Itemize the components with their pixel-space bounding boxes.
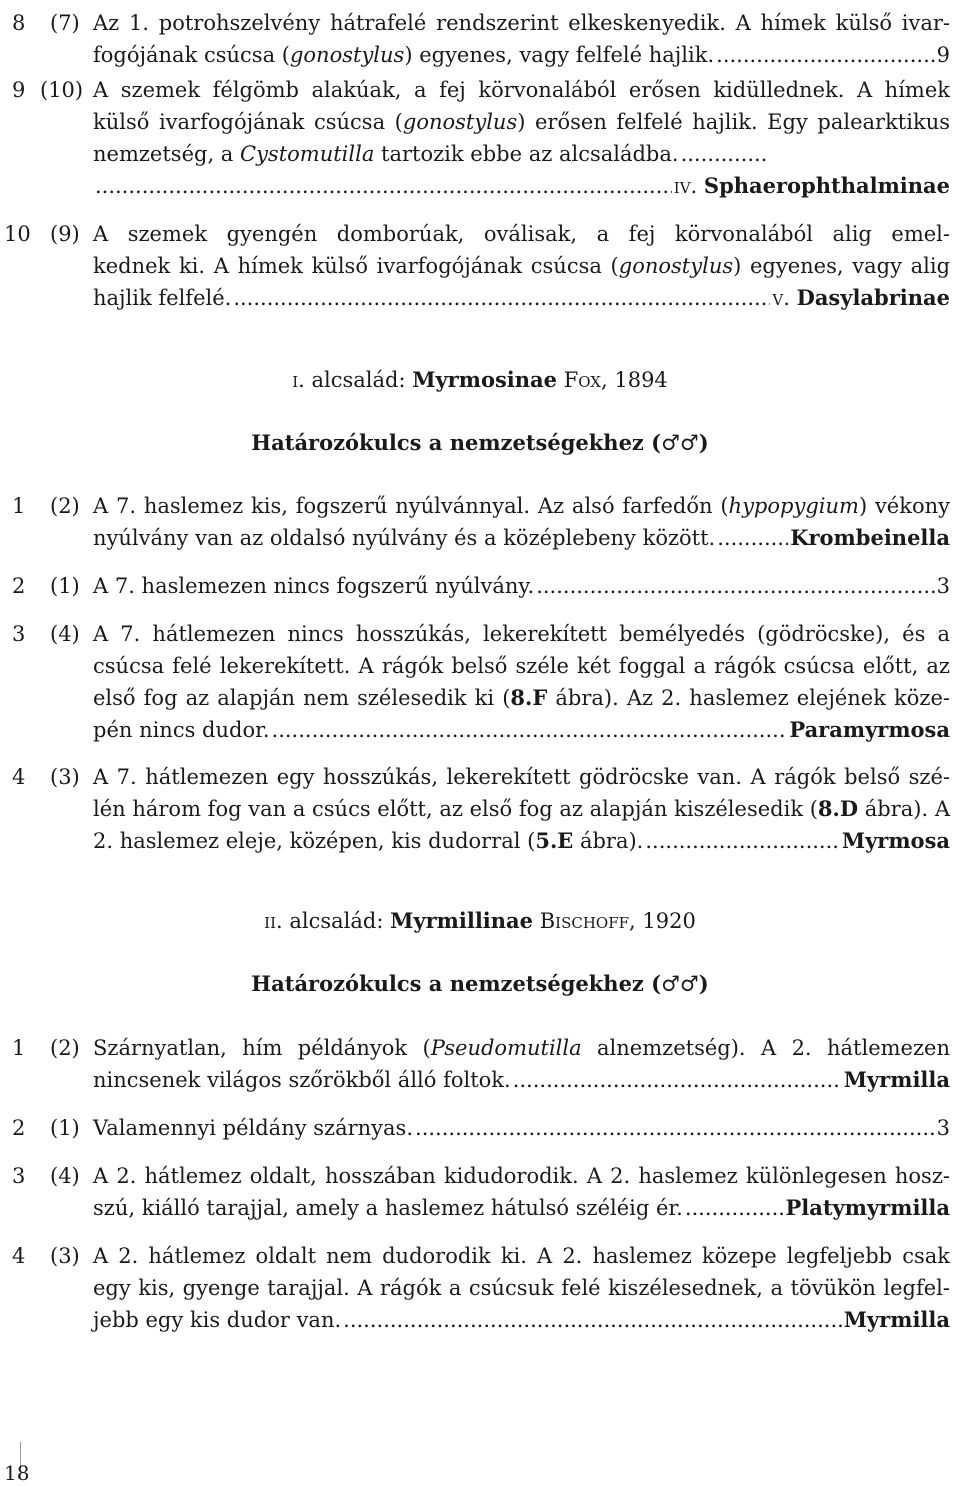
subfamily-heading: ii. alcsalád: Myrmillinae Bischoff, 1920 bbox=[264, 908, 696, 933]
entry-line: egy kis, gyenge tarajjal. A rágók a csúcsuk felé kiszélesednek, a tövükön legfel- bbox=[93, 1276, 950, 1300]
entry-line: Az 1. potrohszelvény hátrafelé rendszerint elkeskenyedik. A hímek külső ivar- bbox=[93, 11, 950, 35]
entry-line: nincsenek világos szőrökből álló foltok. ..... Myrmilla bbox=[93, 1064, 950, 1096]
entry-line: jebb egy kis dudor van. ..... Myrmilla bbox=[93, 1304, 950, 1336]
key-entry-2: 2 (1) Valamennyi példány szárnyas. ..... 3 bbox=[0, 1112, 950, 1144]
target-taxon: Myrmosa bbox=[841, 828, 950, 853]
target-taxon: Dasylabrinae bbox=[796, 285, 950, 310]
entry-line: A 2. hátlemez oldalt, hosszában kidudorodik. A 2. haslemez különlegesen hosz- bbox=[93, 1164, 950, 1188]
key-entry-4: 4 (3) A 7. hátlemezen egy hosszúkás, lekerekített gödröcske van. A rágók belső szé- lén három fog van a csúcs előtt, az első fog az alapján kiszélesedik (8.D ábra). A 2. haslemez eleje, középen, kis dudorral (5.E ábra). ..... Myrmosa bbox=[0, 761, 950, 857]
entry-ref: (7) bbox=[50, 11, 80, 35]
entry-line: A 7. hátlemezen nincs hosszúkás, lekerekített bemélyedés (gödröcske), és a bbox=[93, 622, 950, 646]
author: Fox bbox=[563, 368, 601, 392]
entry-line bbox=[93, 170, 950, 202]
target-taxon: Platymyrmilla bbox=[785, 1195, 950, 1220]
target-couplet: 3 bbox=[936, 574, 950, 598]
key-entry-8 bbox=[0, 7, 950, 71]
entry-line: lén három fog van a csúcs előtt, az első fog az alapján kiszélesedik (8.D ábra). A bbox=[93, 796, 950, 821]
key-entry-1: 1 (2) Szárnyatlan, hím példányok (Pseudomutilla alnemzetség). A 2. hátlemezen nincsenek világos szőrökből álló foltok. ..... Myrmilla bbox=[0, 1032, 950, 1096]
entry-line: első fog az alapján nem szélesedik ki (8.F ábra). Az 2. haslemez elejének köze- bbox=[93, 685, 950, 710]
key-entry-4: 4 (3) A 2. hátlemez oldalt nem dudorodik ki. A 2. haslemez közepe legfeljebb csak egy kis, gyenge tarajjal. A rágók a csúcsuk felé kiszélesednek, a tövükön legfel- jebb egy kis dudor van. ..... Myrmilla bbox=[0, 1240, 950, 1336]
entry-number: 10 bbox=[4, 222, 31, 246]
entry-number: 8 bbox=[12, 11, 26, 35]
entry-line: A 7. haslemezen nincs fogszerű nyúlvány. ..... 3 bbox=[93, 570, 950, 602]
subfamily-heading: i. alcsalád: Myrmosinae Fox, 1894 bbox=[292, 367, 668, 392]
entry-line: hajlik felfelé. ..... v. Dasylabrinae bbox=[93, 282, 950, 314]
entry-line: szú, kiálló tarajjal, amely a haslemez hátulsó széléig ér. ..... Platymyrmilla bbox=[93, 1192, 950, 1224]
entry-line: A 7. hátlemezen egy hosszúkás, lekerekített gödröcske van. A rágók belső szé- bbox=[93, 765, 950, 789]
key-entry-10 bbox=[0, 218, 950, 314]
entry-line: kednek ki. A hímek külső ivarfogójának csúcsa (gonostylus) egyenes, vagy alig bbox=[93, 254, 951, 278]
subfamily-roman: v. bbox=[772, 286, 790, 310]
target-taxon: Krombeinella bbox=[790, 525, 950, 550]
entry-line: külső ivarfogójának csúcsa (gonostylus) erősen felfelé hajlik. Egy palearktikus bbox=[93, 110, 950, 134]
entry-line: nemzetség, a Cystomutilla tartozik ebbe az alcsaládba. ..... bbox=[93, 138, 950, 170]
subfamily-name: Myrmillinae bbox=[390, 908, 534, 933]
target-couplet: 3 bbox=[936, 1116, 950, 1140]
entry-line: 2. haslemez eleje, középen, kis dudorral (5.E ábra). ..... Myrmosa bbox=[93, 825, 950, 857]
subfamily-roman: iv. bbox=[673, 174, 698, 198]
leader-dots bbox=[95, 170, 672, 202]
entry-line: Szárnyatlan, hím példányok (Pseudomutilla alnemzetség). A 2. hátlemezen bbox=[93, 1036, 950, 1060]
leader-dots bbox=[233, 282, 770, 314]
page-number: 18 bbox=[4, 1461, 30, 1485]
target-couplet: 9 bbox=[936, 43, 950, 67]
entry-line: fogójának csúcsa (gonostylus) egyenes, vagy felfelé hajlik. ..... 9 bbox=[93, 39, 950, 71]
entry-ref: (10) bbox=[40, 78, 84, 102]
entry-ref: (9) bbox=[50, 222, 80, 246]
leader-dots bbox=[716, 39, 934, 71]
author: Bischoff bbox=[539, 909, 630, 933]
target-taxon: Paramyrmosa bbox=[789, 717, 950, 742]
key-entry-9 bbox=[0, 74, 950, 202]
entry-number: 9 bbox=[12, 78, 26, 102]
target-taxon: Myrmilla bbox=[843, 1067, 950, 1092]
entry-line: A 2. hátlemez oldalt nem dudorodik ki. A 2. haslemez közepe legfeljebb csak bbox=[93, 1244, 950, 1268]
target-taxon: Myrmilla bbox=[843, 1307, 950, 1332]
key-title: Határozókulcs a nemzetségekhez (♂♂) bbox=[251, 971, 709, 996]
key-entry-2: 2 (1) A 7. haslemezen nincs fogszerű nyúlvány. ..... 3 bbox=[0, 570, 950, 602]
entry-line: A szemek félgömb alakúak, a fej körvonalából erősen kidüllednek. A hímek bbox=[93, 78, 950, 102]
key-entry-3: 3 (4) A 7. hátlemezen nincs hosszúkás, lekerekített bemélyedés (gödröcske), és a csúcsa felé lekerekített. A rágók belső széle két foggal a rágók csúcsa előtt, az első fog az alapján nem szélesedik ki (8.F ábra). Az 2. haslemez elejének köze- pén nincs dudor. ..... Paramyrmosa bbox=[0, 618, 950, 746]
key-entry-1: 1 (2) A 7. haslemez kis, fogszerű nyúlvánnyal. Az alsó farfedőn (hypopygium) vékony nyúlvány van az oldalsó nyúlvány és a középlebeny között. ..... Krombeinella bbox=[0, 490, 950, 554]
subfamily-name: Myrmosinae bbox=[412, 367, 558, 392]
entry-line: pén nincs dudor. ..... Paramyrmosa bbox=[93, 714, 950, 746]
entry-line: csúcsa felé lekerekített. A rágók belső széle két foggal a rágók csúcsa előtt, az bbox=[93, 654, 950, 678]
entry-line: A szemek gyengén domborúak, oválisak, a fej körvonalából alig emel- bbox=[93, 222, 950, 246]
key-title: Határozókulcs a nemzetségekhez (♂♂) bbox=[251, 430, 709, 455]
entry-line: nyúlvány van az oldalsó nyúlvány és a középlebeny között. ..... Krombeinella bbox=[93, 522, 950, 554]
entry-line: Valamennyi példány szárnyas. ..... 3 bbox=[93, 1112, 950, 1144]
target-taxon: Sphaerophthalminae bbox=[703, 173, 950, 198]
key-entry-3: 3 (4) A 2. hátlemez oldalt, hosszában kidudorodik. A 2. haslemez különlegesen hosz- szú, kiálló tarajjal, amely a haslemez hátulsó széléig ér. ..... Platymyrmilla bbox=[0, 1160, 950, 1224]
entry-line: A 7. haslemez kis, fogszerű nyúlvánnyal. Az alsó farfedőn (hypopygium) vékony bbox=[93, 494, 950, 518]
